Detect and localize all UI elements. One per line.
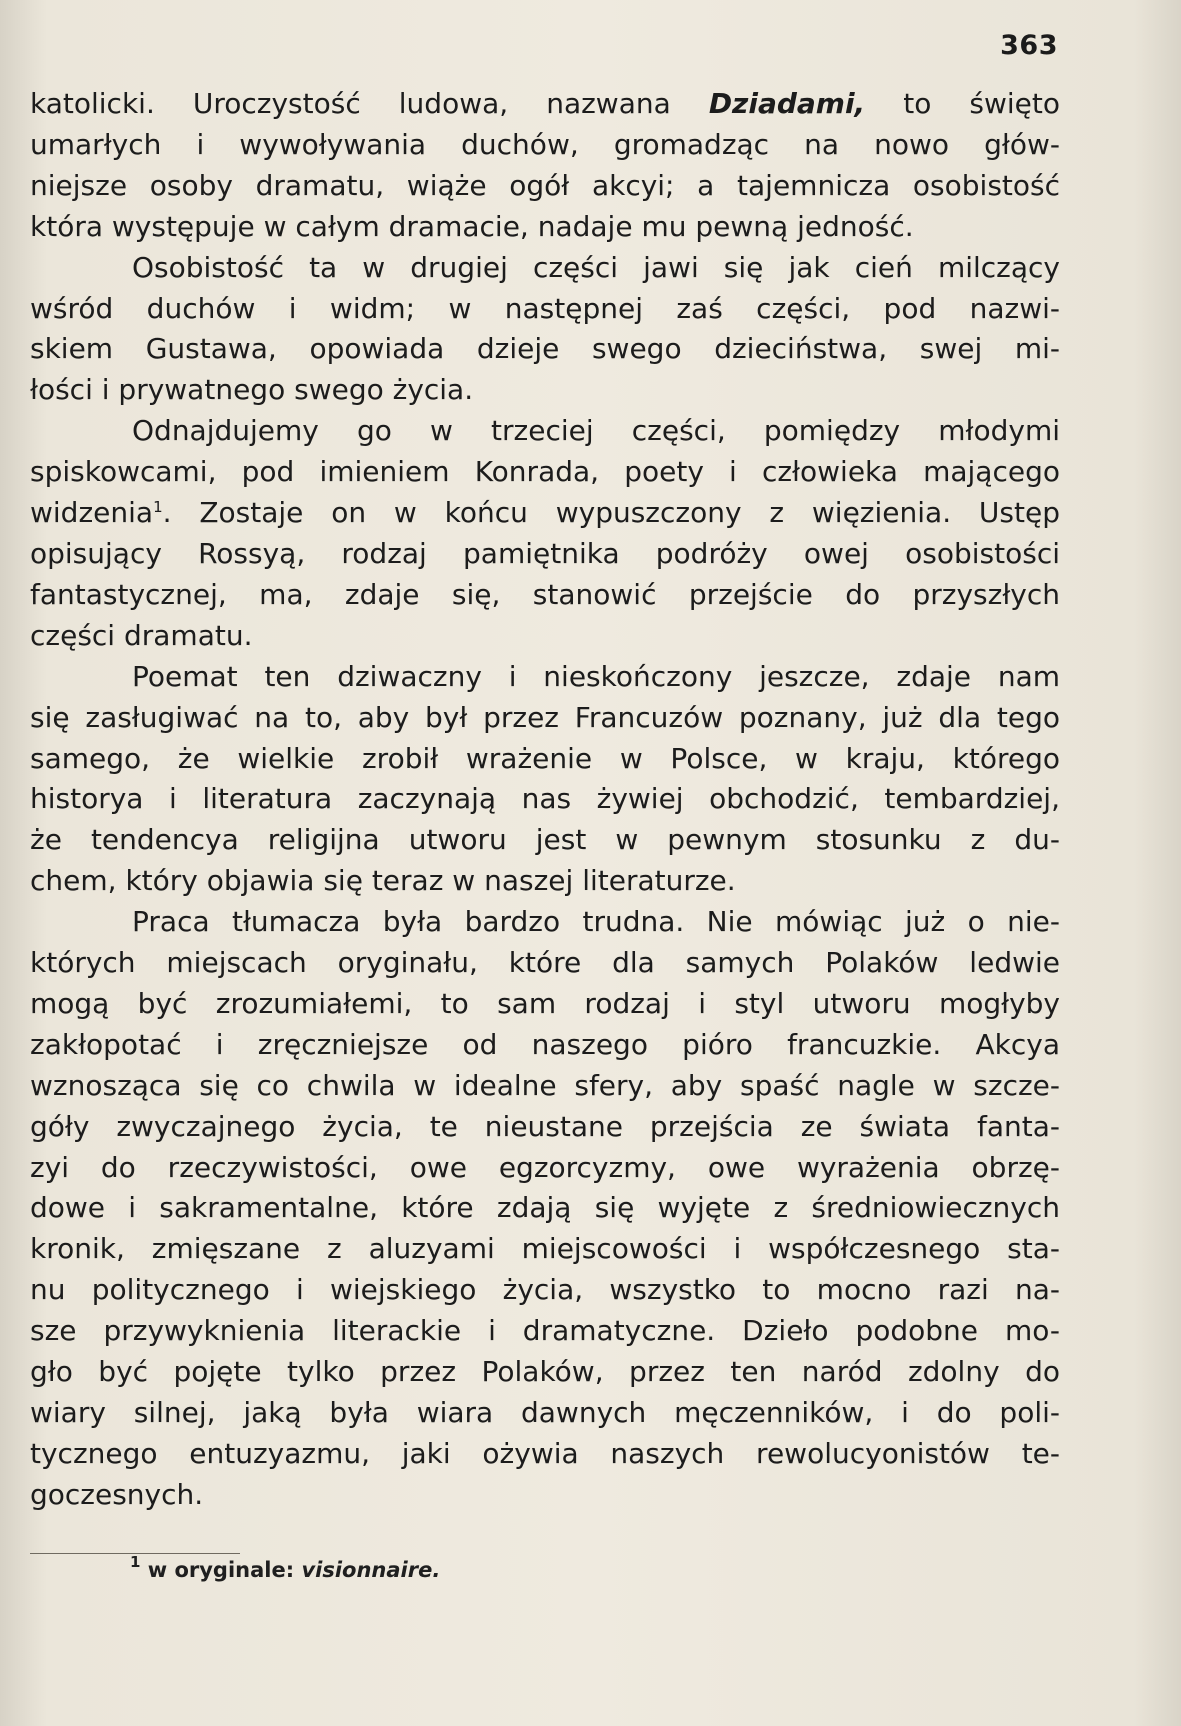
footnote-reference: 1	[153, 498, 163, 517]
text-line: Poemat ten dziwaczny i nieskończony jeszcze, zdaje nam	[132, 659, 1060, 693]
text-line: nu politycznego i wiejskiego życia, wszystko to mocno razi na-	[30, 1273, 1060, 1307]
text-line: wznosząca się co chwila w idealne sfery, aby spaść nagle w szcze-	[30, 1068, 1060, 1102]
text-run: to święto	[865, 87, 1060, 120]
emphasized-title: Dziadami,	[708, 87, 866, 120]
text-line: spiskowcami, pod imieniem Konrada, poety i człowieka mającego	[30, 455, 1060, 489]
text-line: sze przywyknienia literackie i dramatyczne. Dzieło podobne mo-	[30, 1314, 1060, 1348]
text-line: chem, który objawia się teraz w naszej literaturze.	[30, 864, 736, 898]
text-line: historya i literatura zaczynają nas żywiej obchodzić, tembardziej,	[30, 782, 1060, 816]
text-line: skiem Gustawa, opowiada dzieje swego dzieciństwa, swej mi-	[30, 332, 1060, 366]
text-line: że tendencya religijna utworu jest w pewnym stosunku z du-	[30, 823, 1060, 857]
text-line: części dramatu.	[30, 618, 253, 652]
text-line: wiary silnej, jaką była wiara dawnych męczenników, i do poli-	[30, 1396, 1060, 1429]
text-run: katolicki. Uroczystość ludowa, nazwana	[30, 87, 709, 120]
text-line: opisujący Rossyą, rodzaj pamiętnika podróży owej osobistości	[30, 536, 1060, 570]
text-line: zakłopotać i zręczniejsze od naszego pióro francuzkie. Akcya	[30, 1027, 1060, 1061]
footnote-text: w oryginale:	[140, 1558, 302, 1582]
text-line: tycznego entuzyazmu, jaki ożywia naszych rewolucyonistów te-	[30, 1436, 1060, 1470]
text-line: łości i prywatnego swego życia.	[30, 373, 474, 407]
text-line: samego, że wielkie zrobił wrażenie w Polsce, w kraju, którego	[30, 741, 1060, 775]
text-run: . Zostaje on w końcu wypuszczony z więzienia. Ustęp	[162, 496, 1060, 530]
footnote-marker: 1	[130, 1553, 141, 1571]
text-line: która występuje w całym dramacie, nadaje mu pewną jedność.	[30, 209, 914, 243]
text-line: Odnajdujemy go w trzeciej części, pomiędzy młodymi	[132, 414, 1060, 448]
footnote-term: visionnaire.	[301, 1558, 441, 1582]
text-line: wśród duchów i widm; w następnej zaś części, pod nazwi-	[30, 291, 1060, 325]
text-line: goczesnych.	[30, 1477, 204, 1511]
text-line: się zasługiwać na to, aby był przez Francuzów poznany, już dla tego	[30, 700, 1060, 734]
footnote	[130, 1553, 830, 1582]
text-line: Osobistość ta w drugiej części jawi się jak cień milczący	[132, 250, 1060, 284]
text-line: Praca tłumacza była bardzo trudna. Nie mówiąc już o nie-	[132, 905, 1060, 939]
page-number: 363	[1000, 30, 1058, 61]
text-line	[30, 493, 1060, 534]
text-line: niejsze osoby dramatu, wiąże ogół akcyi; a tajemnicza osobistość	[30, 168, 1060, 202]
text-line: góły zwyczajnego życia, te nieustane przejścia ze świata fanta-	[30, 1109, 1060, 1143]
text-line: mogą być zrozumiałemi, to sam rodzaj i styl utworu mogłyby	[30, 986, 1060, 1020]
text-line: umarłych i wywoływania duchów, gromadząc na nowo głów-	[30, 127, 1060, 161]
text-line: gło być pojęte tylko przez Polaków, przez ten naród zdolny do	[30, 1355, 1060, 1389]
text-line: zyi do rzeczywistości, owe egzorcyzmy, owe wyrażenia obrzę-	[30, 1150, 1060, 1184]
text-line: dowe i sakramentalne, które zdają się wyjęte z średniowiecznych	[30, 1191, 1060, 1225]
text-line: których miejscach oryginału, które dla samych Polaków ledwie	[30, 946, 1060, 980]
text-line: kronik, zmięszane z aluzyami miejscowości i współczesnego sta-	[30, 1232, 1060, 1266]
text-run: widzenia	[30, 496, 154, 530]
text-line: fantastycznej, ma, zdaje się, stanowić przejście do przyszłych	[30, 577, 1060, 611]
body-text	[30, 84, 1060, 1516]
text-line	[30, 84, 1060, 125]
